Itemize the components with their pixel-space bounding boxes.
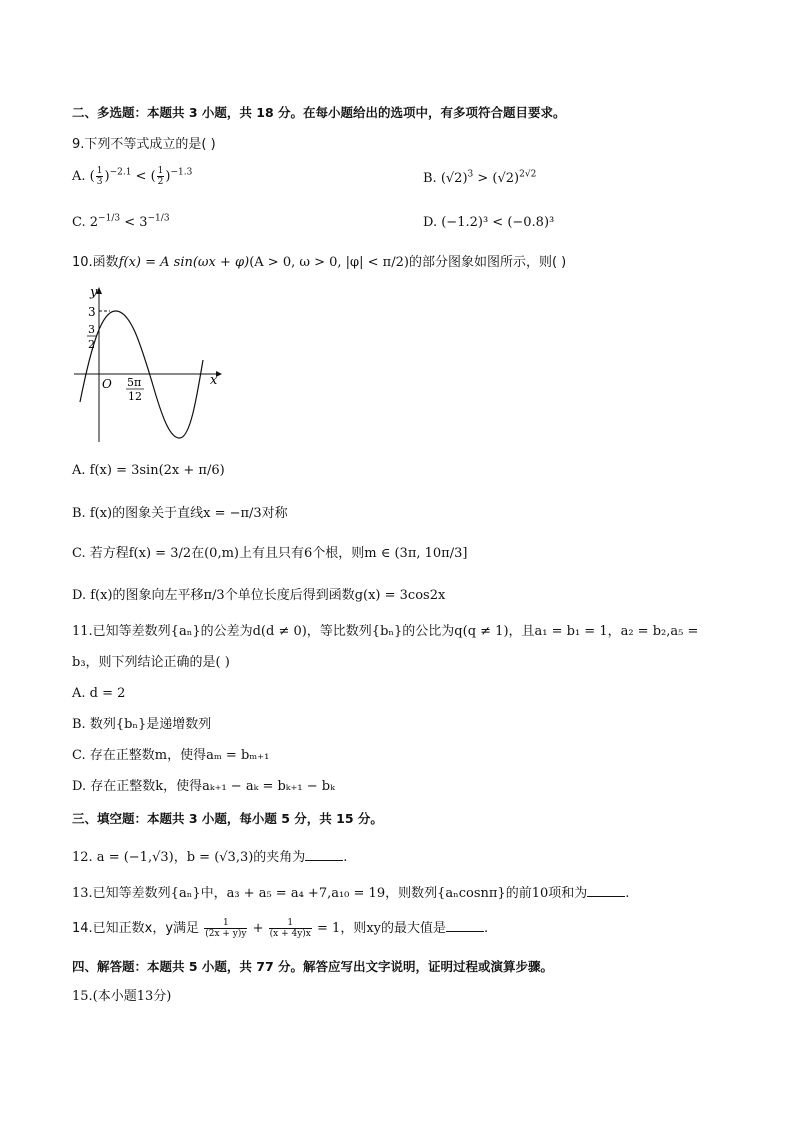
q9-option-a: ( $\frac{1}{3}$ )$^{-2.1}$ < ( $\frac{1}{2}$ )$^{-1.3}$ — [89, 166, 193, 187]
answer-blank — [446, 919, 484, 932]
q11-option-d: D. 存在正整数k，使得aₖ₊₁ − aₖ = bₖ₊₁ − bₖ — [72, 779, 335, 794]
q11-option-a: A. d = 2 — [72, 686, 126, 701]
x-tick-num: 5π — [127, 376, 142, 389]
q10-option-c: C. 若方程f(x) = 3/2在(0,m)上有且只有6个根，则m ∈ (3π, 10π/3] — [72, 546, 468, 561]
question-11-stem-line2: b₃，则下列结论正确的是( ) — [72, 655, 230, 670]
answer-blank — [305, 848, 343, 861]
x-tick-den: 12 — [128, 390, 142, 403]
question-9-stem: 9.下列不等式成立的是( ) — [72, 137, 216, 152]
question-9-options-cd: C. $2^{-1/3} < 3^{-1/3}$ D. (−1.2)³ < (−0.8)³ — [72, 213, 555, 230]
sine-curve — [80, 311, 203, 438]
question-10-stem: 10.函数f(x) = A sin(ωx + φ)(A > 0, ω > 0, |φ| < π/2)的部分图象如图所示，则( ) — [72, 255, 567, 270]
q9-option-c: $2^{-1/3} < 3^{-1/3}$ — [89, 213, 170, 230]
answer-blank — [587, 884, 625, 897]
q10-option-b: B. f(x)的图象关于直线x = −π/3对称 — [72, 506, 288, 521]
q11-option-c: C. 存在正整数m，使得aₘ = bₘ₊₁ — [72, 748, 270, 763]
q9-option-d: D. (−1.2)³ < (−0.8)³ — [423, 215, 555, 230]
question-11-stem-line1: 11.已知等差数列{aₙ}的公差为d(d ≠ 0)，等比数列{bₙ}的公比为q(q ≠ 1)，且a₁ = b₁ = 1，a₂ = b₂,a₅ = — [72, 624, 699, 639]
y-tick-frac-num: 3 — [88, 323, 95, 336]
y-tick-3: 3 — [88, 305, 96, 319]
q10-option-d: D. f(x)的图象向左平移π/3个单位长度后得到函数g(x) = 3cos2x — [72, 588, 446, 603]
section-heading-multiple-choice: 二、多选题：本题共 3 小题，共 18 分。在每小题给出的选项中，有多项符合题目要求。 — [72, 105, 566, 120]
question-9-options-ab — [72, 166, 537, 194]
section-heading-solution: 四、解答题：本题共 5 小题，共 77 分。解答应写出文字说明，证明过程或演算步骤。 — [72, 959, 554, 974]
origin-label: O — [102, 377, 112, 391]
question-14: 14.已知正数x，y满足 $\frac{1}{(2x + y)y}$ + $\frac{1}{(x + 4y)x}$ = 1，则xy的最大值是 . — [72, 918, 489, 939]
x-axis-label: x — [210, 373, 218, 388]
question-13: 13.已知等差数列{aₙ}中，a₃ + a₅ = a₄ +7,a₁₀ = 19，则数列{aₙcosnπ}的前10项和为 . — [72, 886, 630, 901]
q10-option-a: A. f(x) = 3sin(2x + π/6) — [72, 463, 225, 478]
section-heading-fill-in: 三、填空题：本题共 3 小题，每小题 5 分，共 15 分。 — [72, 811, 383, 826]
question-15: 15.(本小题13分) — [72, 989, 172, 1004]
sine-graph-figure — [70, 282, 230, 447]
y-axis-label: y — [90, 285, 98, 300]
y-tick-frac-den: 2 — [88, 338, 95, 351]
option-label: A. — [72, 169, 86, 184]
q9-option-b: B. $(√2)^3 > (√2)^{2√2}$ — [423, 169, 537, 186]
question-12: 12. a = (−1,√3)，b = (√3,3)的夹角为 . — [72, 850, 348, 865]
q11-option-b: B. 数列{bₙ}是递增数列 — [72, 717, 212, 732]
